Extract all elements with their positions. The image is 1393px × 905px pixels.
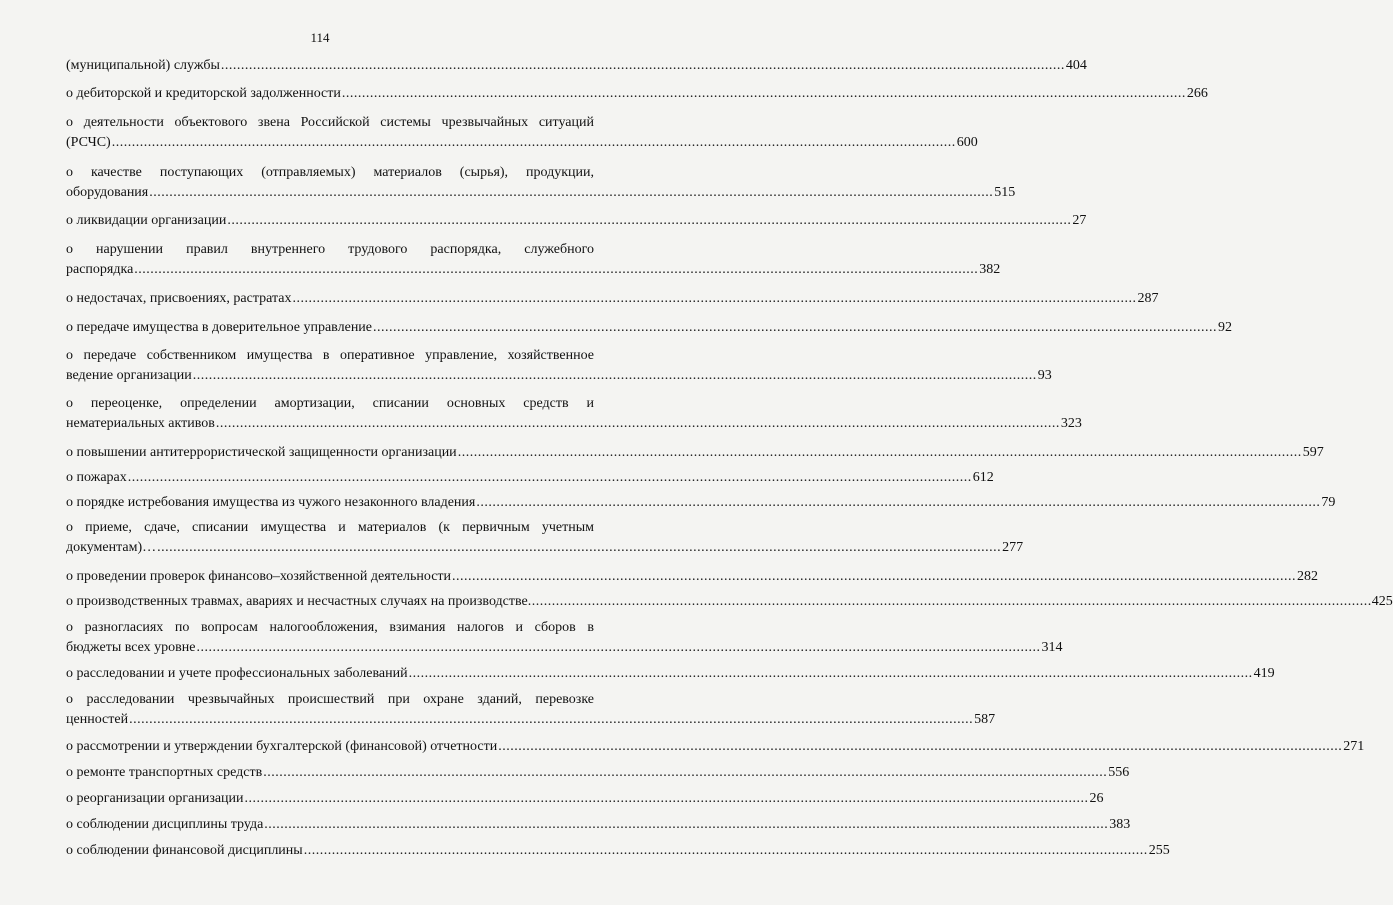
entry-page: 277: [1002, 540, 1024, 555]
dot-leader: [216, 414, 1060, 434]
entry-title-line: о качестве поступающих (отправляемых) материалов (сырья), продукции,: [66, 165, 594, 180]
dot-leader: [452, 567, 1296, 587]
dot-leader: [293, 289, 1137, 309]
entry-title: о порядке истребования имущества из чужого незаконного владения: [66, 495, 476, 510]
index-entry: [66, 690, 996, 730]
dot-leader: [196, 638, 1040, 658]
dot-leader: [304, 841, 1148, 861]
entry-page: 314: [1041, 640, 1063, 655]
dot-leader: [227, 211, 1071, 231]
entry-title-line: о переоценке, определении амортизации, списании основных средств и: [66, 396, 594, 411]
entry-title-line: о передаче собственником имущества в оперативное управление, хозяйственное: [66, 348, 594, 363]
entry-title: о ремонте транспортных средств: [66, 765, 263, 780]
dot-leader: [264, 815, 1108, 835]
index-entry: [66, 592, 1393, 612]
index-entry: [66, 113, 978, 153]
entry-title: о реорганизации организации: [66, 791, 244, 806]
entry-page: 26: [1089, 791, 1104, 806]
entry-page: 27: [1072, 213, 1087, 228]
index-entry: [66, 468, 994, 488]
entry-page: 93: [1037, 368, 1052, 383]
entry-title: о передаче имущества в доверительное управление: [66, 320, 373, 335]
index-entry: [66, 737, 1365, 757]
entry-title-continued: документам)…: [66, 540, 157, 555]
dot-leader: [476, 493, 1320, 513]
dot-leader: [157, 538, 1001, 558]
dot-leader: [245, 789, 1089, 809]
index-entry: [66, 346, 1052, 386]
entry-page: 425: [1371, 594, 1393, 609]
page-number: 114: [310, 30, 330, 45]
entry-title-continued: оборудования: [66, 185, 149, 200]
index-entry: [66, 84, 1208, 104]
entry-title-continued: (РСЧС): [66, 135, 111, 150]
index-entry: [66, 318, 1233, 338]
index-entry: [66, 163, 1016, 203]
index-list: [66, 56, 1393, 861]
dot-leader: [528, 592, 1372, 612]
entry-title-line: о расследовании чрезвычайных происшествий при охране зданий, перевозке: [66, 692, 594, 707]
dot-leader: [263, 763, 1107, 783]
entry-title: о дебиторской и кредиторской задолженности: [66, 86, 341, 101]
dot-leader: [128, 468, 972, 488]
index-entry: [66, 518, 1024, 558]
dot-leader: [221, 56, 1065, 76]
entry-page: 600: [956, 135, 978, 150]
entry-title-line: о нарушении правил внутреннего трудового распорядка, служебного: [66, 242, 594, 257]
entry-page: 404: [1065, 58, 1087, 73]
entry-title: о рассмотрении и утверждении бухгалтерской (финансовой) отчетности: [66, 739, 498, 754]
entry-title-continued: нематериальных активов: [66, 416, 215, 431]
entry-title: о производственных травмах, авариях и несчастных случаях на производстве: [66, 594, 528, 609]
entry-page: 323: [1060, 416, 1082, 431]
entry-page: 419: [1253, 666, 1275, 681]
dot-leader: [498, 737, 1342, 757]
dot-leader: [112, 133, 956, 153]
entry-page: 282: [1297, 569, 1319, 584]
dot-leader: [129, 710, 973, 730]
index-entry: [66, 567, 1319, 587]
dot-leader: [193, 366, 1037, 386]
dot-leader: [134, 260, 978, 280]
entry-page: 515: [994, 185, 1016, 200]
entry-title: о соблюдении финансовой дисциплины: [66, 843, 303, 858]
index-entry: [66, 841, 1170, 861]
index-entry: [66, 394, 1082, 434]
entry-page: 382: [979, 262, 1001, 277]
entry-title: (муниципальной) службы: [66, 58, 220, 73]
entry-page: 383: [1109, 817, 1131, 832]
dot-leader: [342, 84, 1186, 104]
entry-page: 556: [1108, 765, 1130, 780]
entry-title: о соблюдении дисциплины труда: [66, 817, 264, 832]
entry-page: 255: [1148, 843, 1170, 858]
index-entry: [66, 815, 1131, 835]
index-entry: [66, 664, 1275, 684]
index-entry: [66, 56, 1087, 76]
dot-leader: [409, 664, 1253, 684]
entry-title: о недостачах, присвоениях, растратах: [66, 291, 292, 306]
index-entry: [66, 443, 1324, 463]
entry-page: 612: [972, 470, 994, 485]
entry-page: 597: [1302, 445, 1324, 460]
entry-title-continued: ведение организации: [66, 368, 192, 383]
index-entry: [66, 211, 1087, 231]
index-entry: [66, 289, 1159, 309]
entry-title-continued: распорядка: [66, 262, 134, 277]
entry-page: 92: [1218, 320, 1233, 335]
index-entry: [66, 493, 1336, 513]
dot-leader: [458, 443, 1302, 463]
entry-title-continued: ценностей: [66, 712, 129, 727]
entry-title-line: о деятельности объектового звена Российской системы чрезвычайных ситуаций: [66, 115, 594, 130]
entry-title-line: о приеме, сдаче, списании имущества и материалов (к первичным учетным: [66, 520, 594, 535]
dot-leader: [373, 318, 1217, 338]
entry-page: 287: [1137, 291, 1159, 306]
entry-page: 266: [1186, 86, 1208, 101]
entry-title: о ликвидации организации: [66, 213, 227, 228]
entry-page: 587: [974, 712, 996, 727]
entry-title: о пожарах: [66, 470, 127, 485]
entry-title-line: о разногласиях по вопросам налогообложения, взимания налогов и сборов в: [66, 620, 594, 635]
entry-page: 271: [1343, 739, 1365, 754]
index-entry: [66, 240, 1001, 280]
index-entry: [66, 618, 1063, 658]
entry-page: 79: [1321, 495, 1336, 510]
entry-title: о расследовании и учете профессиональных заболеваний: [66, 666, 408, 681]
dot-leader: [149, 183, 993, 203]
entry-title: о повышении антитеррористической защищенности организации: [66, 445, 457, 460]
entry-title: о проведении проверок финансово–хозяйственной деятельности: [66, 569, 452, 584]
index-entry: [66, 763, 1130, 783]
index-entry: [66, 789, 1104, 809]
entry-title-continued: бюджеты всех уровне: [66, 640, 196, 655]
